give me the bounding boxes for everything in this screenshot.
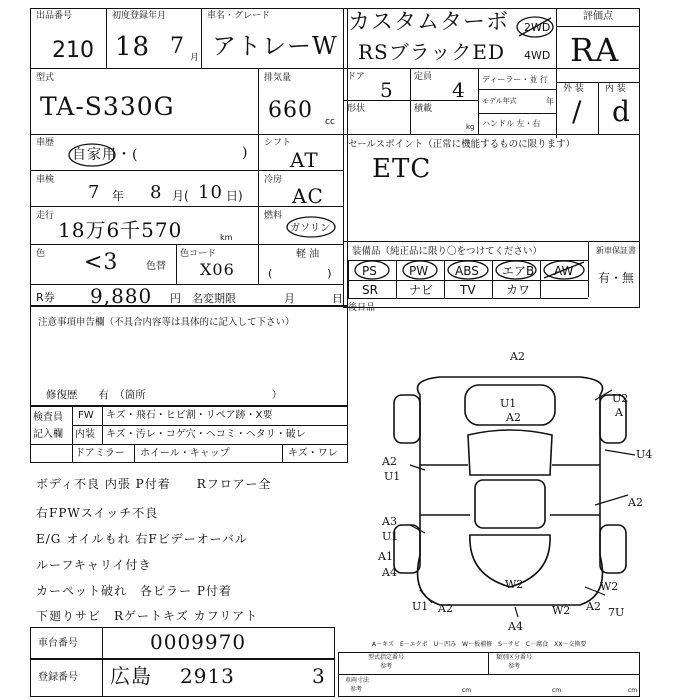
divider — [176, 244, 177, 284]
ac-label: 冷房 — [264, 175, 283, 185]
color-label: 色 — [36, 249, 46, 259]
color-code-label: 色コード — [180, 249, 217, 259]
model-value: TA-S330G — [40, 92, 175, 121]
divider — [410, 68, 411, 134]
diagram-label-w2-bottom: W2 — [552, 604, 571, 617]
diagram-label-u1-bottom: U1 — [412, 600, 429, 613]
divider — [72, 406, 73, 463]
divider — [343, 241, 640, 242]
tax-month: 月 — [284, 292, 295, 305]
divider — [348, 298, 588, 299]
divider — [102, 627, 103, 659]
inspector-mirror: ドアミラー — [75, 448, 125, 459]
inspection-label: 車検 — [36, 175, 55, 185]
diagram-label-u1-lower: U1 — [382, 530, 399, 543]
door-label: ドア — [347, 72, 365, 82]
car-center-panel — [475, 480, 545, 528]
int-label: 内 装 — [605, 84, 626, 94]
divider — [258, 68, 259, 134]
divider — [282, 444, 283, 463]
mileage-label: 走行 — [36, 211, 55, 221]
model-label: 型式 — [36, 73, 55, 83]
divider — [72, 425, 348, 426]
divider — [30, 444, 348, 445]
equip-leather: カワ — [506, 283, 531, 297]
divider — [134, 444, 135, 463]
reg-place: 広島 — [110, 664, 152, 688]
reg-year: 18 — [115, 32, 151, 62]
inspection-month: 8 — [150, 182, 163, 203]
note-line-2: 右FPWスイッチ不良 — [36, 506, 159, 520]
divider — [598, 82, 599, 134]
history-label: 車歴 — [36, 138, 55, 148]
load-label: 積載 — [414, 104, 433, 114]
fuel-label: 燃料 — [264, 211, 283, 221]
door-value: 5 — [380, 78, 394, 102]
divider — [478, 89, 556, 90]
reg-month: 7 — [170, 34, 185, 59]
shape-label: 形状 — [347, 104, 366, 114]
note-line-1: ボディ不良 内張 P付着 Rフロアー全 — [36, 477, 272, 491]
inspector-fw-body: キズ・飛石・ヒビ割・リペア跡・X要 — [106, 410, 273, 421]
divider — [478, 68, 479, 134]
divider — [556, 26, 640, 27]
divider — [102, 659, 103, 697]
owner-circle-icon — [66, 142, 118, 168]
equip-tv: TV — [460, 283, 476, 297]
spec-ref-2: 参考 — [508, 663, 521, 670]
caution-label: 注意事項申告欄（不具合内容等は具体的に記入して下さい） — [38, 317, 295, 328]
size-cm-2: cm — [552, 687, 562, 694]
first-reg-label: 初度登録年月 — [112, 11, 167, 21]
post-install-label: 後日品 — [348, 303, 376, 313]
diagram-label-a2-left: A2 — [382, 455, 397, 468]
month-unit: 月 — [190, 53, 200, 63]
equip-pw: PW — [409, 264, 429, 278]
handle-label: ハンドル 左・右 — [482, 119, 541, 128]
note-line-6: 下廻りサビ Rゲートキズ カフリアト — [36, 609, 259, 623]
wheel-rr-icon — [600, 525, 626, 573]
size-ref: 参考 — [350, 686, 363, 693]
drive-2wd: 2WD — [524, 21, 551, 34]
ext-score: / — [572, 95, 583, 128]
grade-line1: カスタムターボ — [348, 10, 510, 35]
diagram-label-a4-left: A4 — [382, 566, 397, 579]
lot-number: 210 — [52, 38, 94, 63]
inspector-interior: 内装 — [75, 429, 95, 440]
capacity-label: 定員 — [414, 72, 433, 82]
score-label: 評価点 — [583, 11, 613, 22]
ac-value: AC — [292, 184, 324, 208]
equipment-label: 装備品（純正品に限り〇をつけてください） — [352, 246, 543, 257]
dealer-label: ディーラー・並 行 — [482, 75, 548, 84]
divider — [488, 652, 489, 674]
name-label: 車名・グレード — [207, 11, 271, 21]
diagram-label-u1-left: U1 — [384, 470, 401, 483]
inspector-scratch: キズ・ワレ — [288, 448, 338, 459]
inspector-wheel: ホイール・キャップ — [140, 448, 230, 459]
note-line-3: E/G オイルもれ 右Fビデーオーバル — [36, 532, 248, 546]
size-label: 車両寸法 — [345, 677, 370, 684]
sales-label: セールスポイント（正常に機能するものに限ります） — [348, 139, 576, 150]
equip-navi: ナビ — [409, 283, 434, 297]
equip-abs: ABS — [455, 264, 479, 278]
diagram-label-a2-br: A2 — [586, 600, 601, 613]
fuel-diesel: 軽 油 — [296, 249, 320, 260]
shift-value: AT — [290, 148, 319, 172]
diagram-label-a2-bottom: A2 — [438, 602, 453, 615]
equip-circles-icon — [348, 258, 588, 282]
history-close: ) — [242, 145, 249, 161]
load-unit: kg — [466, 123, 475, 131]
fuel-gasoline: ガソリン — [290, 223, 330, 234]
fuel-circle-icon — [284, 214, 338, 240]
recycle-label: R券 — [36, 291, 55, 304]
divider — [201, 8, 202, 68]
score-value: RA — [570, 31, 620, 69]
shift-label: シフト — [264, 138, 292, 148]
inspection-month-unit: 月( — [172, 189, 189, 203]
inspector-fw: FW — [78, 410, 94, 421]
drive-circle-icon — [513, 14, 557, 40]
diagram-label-a3: A3 — [382, 515, 397, 528]
equip-aw: AW — [554, 264, 574, 278]
diagram-label-a1: A1 — [378, 550, 393, 563]
diagram-label-u2: U2 — [612, 392, 629, 405]
tax-label: 名変期限 — [192, 292, 236, 305]
grade-line2: RSブラックED — [358, 40, 505, 64]
cc-label: 排気量 — [264, 73, 292, 83]
lot-label: 出品番号 — [36, 11, 73, 21]
reg-label: 登録番号 — [38, 672, 78, 683]
tax-day: 日 — [332, 292, 343, 305]
inspection-day: 10 — [198, 182, 223, 203]
divider — [106, 8, 107, 68]
diagram-label-a2-roof: A2 — [506, 411, 521, 424]
equip-sr: SR — [362, 283, 378, 297]
int-score: d — [612, 95, 631, 128]
chassis-label: 車台番号 — [38, 638, 78, 649]
year-unit: 年 — [546, 97, 554, 106]
sales-value: ETC — [372, 154, 432, 184]
diagram-label-a2-right: A2 — [628, 496, 643, 509]
inspector-interior-body: キズ・汚レ・コゲ穴・ヘコミ・ヘタリ・破レ — [106, 429, 306, 440]
diagram-label-u4: U4 — [636, 448, 653, 461]
inspection-year-unit: 年 — [112, 189, 125, 203]
capacity-value: 4 — [452, 78, 466, 102]
recycle-value: 9,880 — [90, 284, 153, 308]
color-code-value: X06 — [200, 260, 235, 279]
inspection-day-unit: 日) — [226, 189, 243, 203]
note-line-5: カーペット破れ 各ピラー P付着 — [36, 584, 232, 598]
equip-ps: PS — [362, 264, 377, 278]
diagram-label-7u: 7U — [608, 606, 625, 619]
diagram-legend: A－キズ E－エクボ U－凹み W－板補修 S－サビ C－腐食 XX－交換要 — [372, 641, 587, 648]
drive-4wd: 4WD — [524, 49, 551, 62]
equip-airbag: エアB — [502, 264, 535, 278]
diagram-label-a2-top: A2 — [510, 350, 525, 363]
cc-unit: cc — [325, 117, 335, 127]
divider — [258, 134, 259, 284]
cc-value: 660 — [268, 98, 313, 123]
inspector-label-1: 検査員 — [33, 412, 63, 423]
inspection-year: 7 — [88, 182, 101, 203]
diagram-label-a4-bottom: A4 — [508, 620, 523, 633]
divider — [338, 674, 640, 675]
history-value: 自家用・( — [72, 147, 139, 163]
spec-label-1: 型式指定番号 — [368, 654, 405, 661]
reg-number: 2913 — [180, 664, 235, 688]
divider — [343, 68, 344, 134]
reg-extra: 3 — [312, 664, 326, 688]
size-cm-3: cm — [628, 687, 638, 694]
divider — [588, 241, 589, 297]
divider — [30, 68, 640, 69]
recycle-unit: 円 — [170, 292, 181, 305]
warranty-label: 新車保証書 — [596, 246, 636, 255]
fuel-paren: ( ) — [268, 267, 332, 280]
diagram-label-u1-roof: U1 — [500, 397, 517, 410]
chassis-value: 0009970 — [150, 630, 247, 654]
spec-label-2: 類別区分番号 — [496, 654, 533, 661]
paint-label: 色替 — [146, 261, 166, 272]
spec-ref-1: 参考 — [380, 663, 393, 670]
diagram-label-w2-right: W2 — [600, 580, 619, 593]
divider — [30, 284, 343, 285]
warranty-value: 有・無 — [598, 271, 635, 285]
divider — [30, 244, 343, 245]
diagram-label-w2-center: W2 — [505, 578, 524, 591]
diagram-label-a-right: A — [615, 406, 623, 419]
mileage-unit: km — [220, 233, 233, 242]
divider — [30, 134, 640, 135]
divider — [102, 406, 103, 444]
size-cm-1: cm — [462, 687, 472, 694]
ext-label: 外 装 — [563, 84, 584, 94]
inspector-label-2: 記入欄 — [33, 429, 63, 440]
mileage-value: 18万6千570 — [58, 218, 183, 242]
model-year-label: モデル年式 — [482, 97, 517, 105]
divider — [478, 113, 556, 114]
note-line-4: ルーフキャリイ付き — [36, 558, 152, 572]
wheel-fl-icon — [394, 395, 420, 443]
color-value: <3 — [84, 250, 119, 275]
repair-label: 修復歴 有 （箇所 ） — [46, 389, 283, 401]
car-name: アトレーW — [212, 32, 338, 60]
car-hood-outline — [468, 430, 552, 475]
